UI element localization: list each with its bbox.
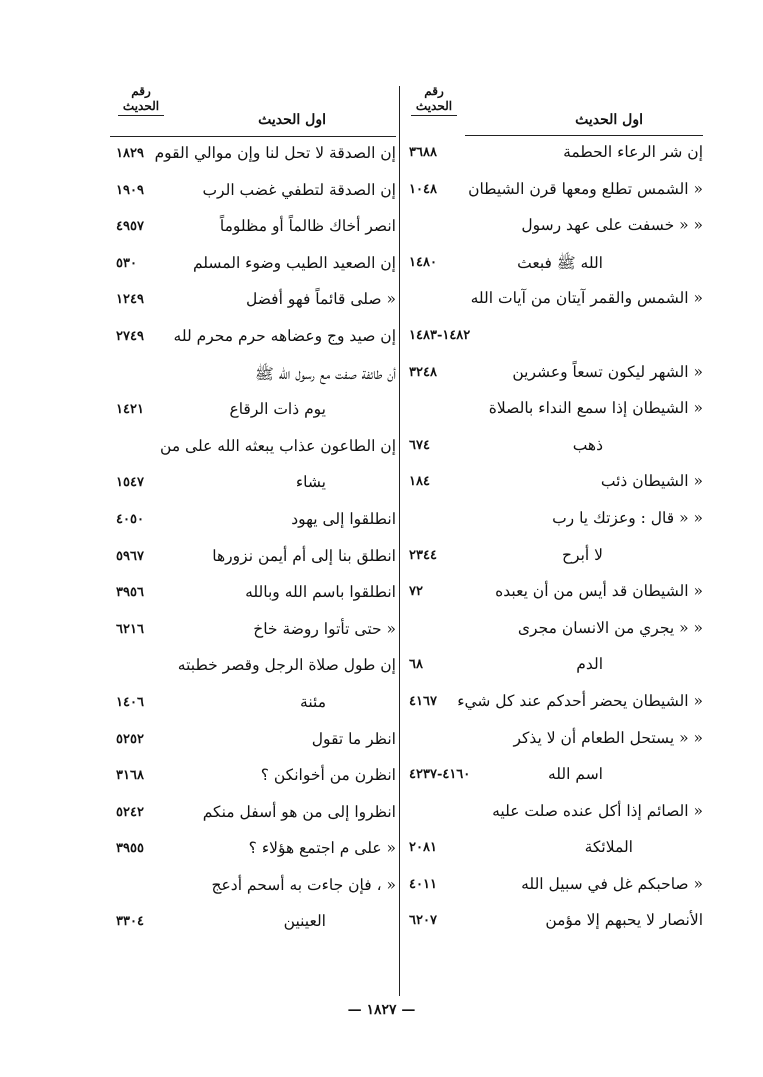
hadith-number: ٥٣٠ — [116, 255, 137, 271]
hadith-opening: إن شر الرعاء الحطمة — [563, 143, 703, 161]
hadith-opening: « « قال : وعزتك يا رب — [552, 508, 703, 527]
number-label-underline — [118, 115, 164, 116]
index-entry — [110, 320, 396, 357]
hadith-opening: انطلقوا إلى يهود — [291, 509, 396, 528]
index-entry — [405, 392, 703, 429]
index-entry — [110, 174, 396, 211]
hadith-number-label — [411, 84, 457, 116]
index-entry — [110, 283, 396, 320]
hadith-number: ١٤٢١ — [116, 402, 144, 418]
hadith-opening: أن طائفة صفت مع رسول الله ﷺ — [255, 364, 396, 383]
hadith-number: ٣٩٥٦ — [116, 585, 144, 601]
hadith-opening: يوم ذات الرقاع — [229, 400, 326, 419]
hadith-opening: انظرن من أخوانكن ؟ — [260, 766, 396, 785]
number-label-line2: الحديث — [415, 99, 453, 113]
index-entry — [405, 868, 703, 905]
hadith-number: ٦٢١٦ — [116, 621, 144, 637]
hadith-number: ١٤٠٦ — [116, 694, 144, 710]
hadith-opening: الله ﷺ فبعث — [517, 253, 603, 272]
hadith-number-label — [118, 84, 164, 116]
hadith-number: ١٨٤ — [409, 474, 430, 490]
hadith-opening: « ، فإن جاءت به أسحم أدعج — [211, 875, 396, 894]
hadith-opening: انطلقوا باسم الله وبالله — [245, 583, 396, 602]
hadith-opening: ذهب — [572, 435, 603, 454]
hadith-opening: إن الصدقة لتطفي غضب الرب — [202, 180, 396, 199]
index-entry — [110, 649, 396, 686]
page-number: — ١٨٢٧ — — [347, 1002, 416, 1018]
hadith-number: ١٠٤٨ — [409, 181, 437, 197]
index-entry — [405, 246, 703, 283]
hadith-number: ٣٩٥٥ — [116, 841, 144, 857]
hadith-number: ١٥٤٧ — [116, 475, 144, 491]
index-entry — [110, 759, 396, 796]
index-entry — [110, 613, 396, 650]
hadith-opening: العينين — [283, 912, 326, 931]
right-column-header — [405, 84, 703, 136]
index-entry — [405, 319, 703, 356]
hadith-opening: إن طول صلاة الرجل وقصر خطبته — [177, 656, 396, 675]
number-label-line1: رقم — [131, 84, 151, 98]
hadith-opening: انظروا إلى من هو أسفل منكم — [202, 802, 396, 821]
index-entry — [405, 648, 703, 685]
hadith-opening: « الشيطان قد أيس من أن يعبده — [495, 582, 703, 601]
hadith-opening: « « يجري من الانسان مجرى — [517, 618, 703, 637]
hadith-number: ٢٠٨١ — [409, 840, 437, 856]
hadith-opening: إن صيد وج وعضاهه حرم محرم لله — [173, 326, 396, 345]
index-entry — [405, 758, 703, 795]
hadith-opening: الملائكة — [584, 838, 633, 857]
hadith-text-label: اول الحديث — [258, 112, 326, 128]
index-entry — [405, 356, 703, 393]
index-entry — [110, 723, 396, 760]
index-entry — [405, 502, 703, 539]
index-entry — [405, 904, 703, 941]
hadith-number: ١٨٢٩ — [116, 146, 144, 161]
hadith-number: ٣٢٤٨ — [409, 364, 437, 380]
hadith-opening: انظر ما تقول — [311, 729, 396, 748]
index-entry — [110, 210, 396, 247]
index-entry — [110, 503, 396, 540]
index-entry — [405, 575, 703, 612]
hadith-number: ١٢٤٩ — [116, 292, 144, 308]
hadith-number: ٢٧٤٩ — [116, 328, 144, 344]
hadith-number: ٤١٦٧ — [409, 693, 437, 709]
hadith-opening: « الشمس والقمر آيتان من آيات الله — [470, 289, 703, 308]
hadith-number: ٣٦٨٨ — [409, 145, 437, 160]
hadith-number: ٤٩٥٧ — [116, 219, 144, 235]
index-entry — [405, 795, 703, 832]
hadith-opening: « الشيطان ذئب — [600, 472, 703, 491]
index-entry — [110, 905, 396, 942]
hadith-number: ٤١٦٠-٤٢٣٧ — [409, 767, 471, 783]
hadith-number: ٤٠١١ — [409, 876, 437, 892]
index-entry — [110, 540, 396, 577]
hadith-opening: انصر أخاك ظالماً أو مظلوماً — [219, 217, 396, 236]
hadith-opening: إن الصدقة لا تحل لنا وإن موالي القوم — [154, 144, 396, 162]
index-entry — [405, 209, 703, 246]
hadith-opening: « الشيطان إذا سمع النداء بالصلاة — [488, 399, 703, 418]
index-entry — [110, 576, 396, 613]
index-entry — [110, 247, 396, 284]
index-entry — [405, 429, 703, 466]
hadith-number: ٦٨ — [409, 657, 423, 673]
left-entries — [110, 137, 396, 942]
hadith-opening: « الشهر ليكون تسعاً وعشرين — [512, 362, 703, 381]
column-divider — [399, 86, 400, 996]
hadith-opening: يشاء — [295, 473, 326, 492]
hadith-opening: الدم — [576, 655, 603, 674]
hadith-number: ٦٢٠٧ — [409, 913, 437, 929]
hadith-number: ٣١٦٨ — [116, 768, 144, 784]
hadith-opening: « الشمس تطلع ومعها قرن الشيطان — [468, 179, 703, 198]
index-entry — [405, 282, 703, 319]
hadith-opening: لا أبرح — [562, 545, 603, 564]
hadith-opening: « صاحبكم غل في سبيل الله — [521, 874, 703, 893]
index-entry — [110, 869, 396, 906]
hadith-number: ٥٢٥٢ — [116, 731, 144, 747]
hadith-opening: « « يستحل الطعام أن لا يذكر — [513, 728, 703, 747]
hadith-opening: « « خسفت على عهد رسول — [521, 216, 703, 235]
hadith-opening: « على م اجتمع هؤلاء ؟ — [248, 839, 396, 858]
index-entry — [110, 686, 396, 723]
hadith-opening: « الشيطان يحضر أحدكم عند كل شيء — [457, 691, 703, 710]
hadith-number: ٤٠٥٠ — [116, 511, 144, 527]
left-column — [110, 84, 396, 942]
index-entry — [110, 832, 396, 869]
hadith-opening: اسم الله — [547, 765, 603, 784]
hadith-number: ٥٩٦٧ — [116, 548, 144, 564]
hadith-opening: إن الطاعون عذاب يبعثه الله على من — [160, 436, 396, 455]
hadith-opening: « الصائم إذا أكل عنده صلت عليه — [492, 801, 703, 820]
hadith-opening: « حتى تأتوا روضة خاخ — [253, 619, 396, 638]
right-column — [405, 84, 703, 941]
index-entry — [405, 136, 703, 173]
index-entry — [405, 831, 703, 868]
index-entry — [405, 722, 703, 759]
hadith-opening: الأنصار لا يحبهم إلا مؤمن — [545, 911, 703, 930]
hadith-opening: إن الصعيد الطيب وضوء المسلم — [192, 253, 396, 272]
index-entry — [110, 357, 396, 394]
index-entry — [110, 393, 396, 430]
index-entry — [110, 796, 396, 833]
hadith-number: ١٤٨٠ — [409, 254, 437, 270]
index-entry — [405, 465, 703, 502]
index-entry — [405, 539, 703, 576]
index-entry — [405, 612, 703, 649]
hadith-opening: « صلى قائماً فهو أفضل — [246, 290, 396, 309]
index-entry — [405, 685, 703, 722]
index-entry — [405, 173, 703, 210]
hadith-number: ٦٧٤ — [409, 437, 430, 453]
index-entry — [110, 466, 396, 503]
index-entry — [110, 137, 396, 174]
hadith-opening: مئنة — [300, 692, 326, 711]
number-label-line2: الحديث — [122, 99, 160, 113]
hadith-number: ٢٣٤٤ — [409, 547, 437, 563]
hadith-opening: انطلق بنا إلى أم أيمن نزورها — [212, 546, 396, 565]
hadith-number: ٥٢٤٢ — [116, 804, 144, 820]
hadith-number: ١٩٠٩ — [116, 182, 144, 198]
right-entries — [405, 136, 703, 941]
hadith-text-label: اول الحديث — [575, 112, 643, 128]
index-entry — [110, 430, 396, 467]
number-label-underline — [411, 115, 457, 116]
left-column-header — [110, 84, 396, 137]
hadith-number: ٧٢ — [409, 584, 423, 600]
number-label-line1: رقم — [424, 84, 444, 98]
hadith-number: ١٤٨٢-١٤٨٣ — [409, 327, 471, 343]
hadith-number: ٣٣٠٤ — [116, 914, 144, 930]
